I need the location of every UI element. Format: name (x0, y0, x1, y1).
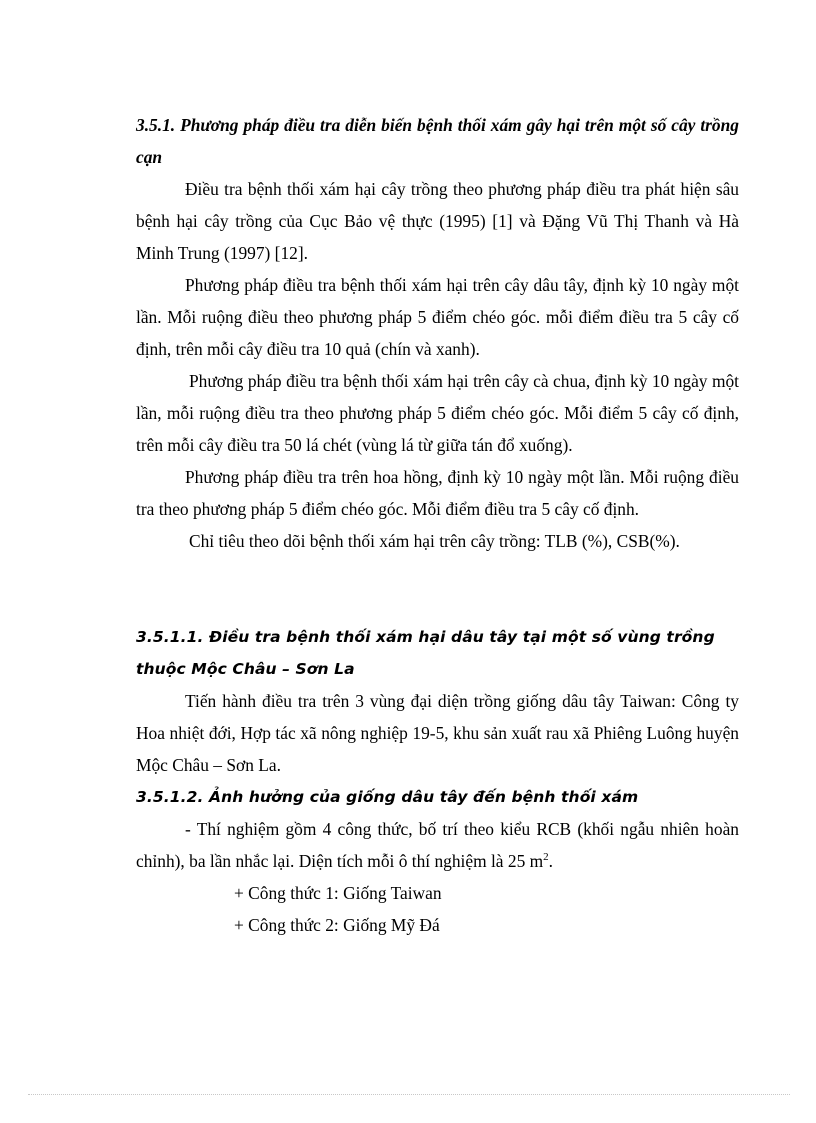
paragraph-rose-method: Phương pháp điều tra trên hoa hồng, định kỳ 10 ngày một lần. Mỗi ruộng điều tra theo phương pháp 5 điểm chéo góc. Mỗi điểm điều tra 5 cây cố định. (136, 467, 739, 519)
paragraph-experiment-design (136, 813, 739, 877)
paragraph-indicators: Chỉ tiêu theo dõi bệnh thối xám hại trên cây trồng: TLB (%), CSB(%). (189, 531, 680, 551)
subsection-heading-survey-area: 3.5.1.1. Điều tra bệnh thối xám hại dâu tây tại một số vùng trồng thuộc Mộc Châu – Sơn La (136, 628, 715, 678)
page-bottom-border (28, 1094, 790, 1095)
paragraph-survey-method: Điều tra bệnh thối xám hại cây trồng theo phương pháp điều tra phát hiện sâu bệnh hại cây trồng của Cục Bảo vệ thực (1995) [1] và Đặng Vũ Thị Thanh và Hà Minh Trung (1997) [12]. (136, 179, 739, 263)
section-heading: 3.5.1. Phương pháp điều tra diễn biến bệnh thối xám gây hại trên một số cây trồng cạn (136, 115, 739, 167)
paragraph-survey-area: Tiến hành điều tra trên 3 vùng đại diện trồng giống dâu tây Taiwan: Công ty Hoa nhiệt đới, Hợp tác xã nông nghiệp 19-5, khu sản xuất rau xã Phiêng Luông huyện Mộc Châu – Sơn La. (136, 691, 739, 775)
page-content (136, 109, 739, 941)
area-unit-superscript: 2 (543, 851, 549, 864)
section-spacer (136, 557, 739, 621)
experiment-design-text: - Thí nghiệm gồm 4 công thức, bố trí theo kiểu RCB (khối ngẫu nhiên hoàn chỉnh), ba lần nhắc lại. Diện tích mỗi ô thí nghiệm là 25 m (136, 819, 739, 871)
experiment-design-end: . (548, 851, 553, 871)
subsection-heading-variety-effect: 3.5.1.2. Ảnh hưởng của giống dâu tây đến bệnh thối xám (136, 788, 639, 806)
paragraph-strawberry-method: Phương pháp điều tra bệnh thối xám hại trên cây dâu tây, định kỳ 10 ngày một lần. Mỗi ruộng điều theo phương pháp 5 điểm chéo góc. mỗi điểm điều tra 5 cây cố định, trên mỗi cây điều tra 10 quả (chín và xanh). (136, 275, 739, 359)
paragraph-tomato-method: Phương pháp điều tra bệnh thối xám hại trên cây cà chua, định kỳ 10 ngày một lần, mỗi ruộng điều tra theo phương pháp 5 điểm chéo góc. Mỗi điểm 5 cây cố định, trên mỗi cây điều tra 50 lá chét (vùng lá từ giữa tán đổ xuống). (136, 371, 739, 455)
formula-item: + Công thức 2: Giống Mỹ Đá (234, 915, 440, 935)
formula-item: + Công thức 1: Giống Taiwan (234, 883, 442, 903)
